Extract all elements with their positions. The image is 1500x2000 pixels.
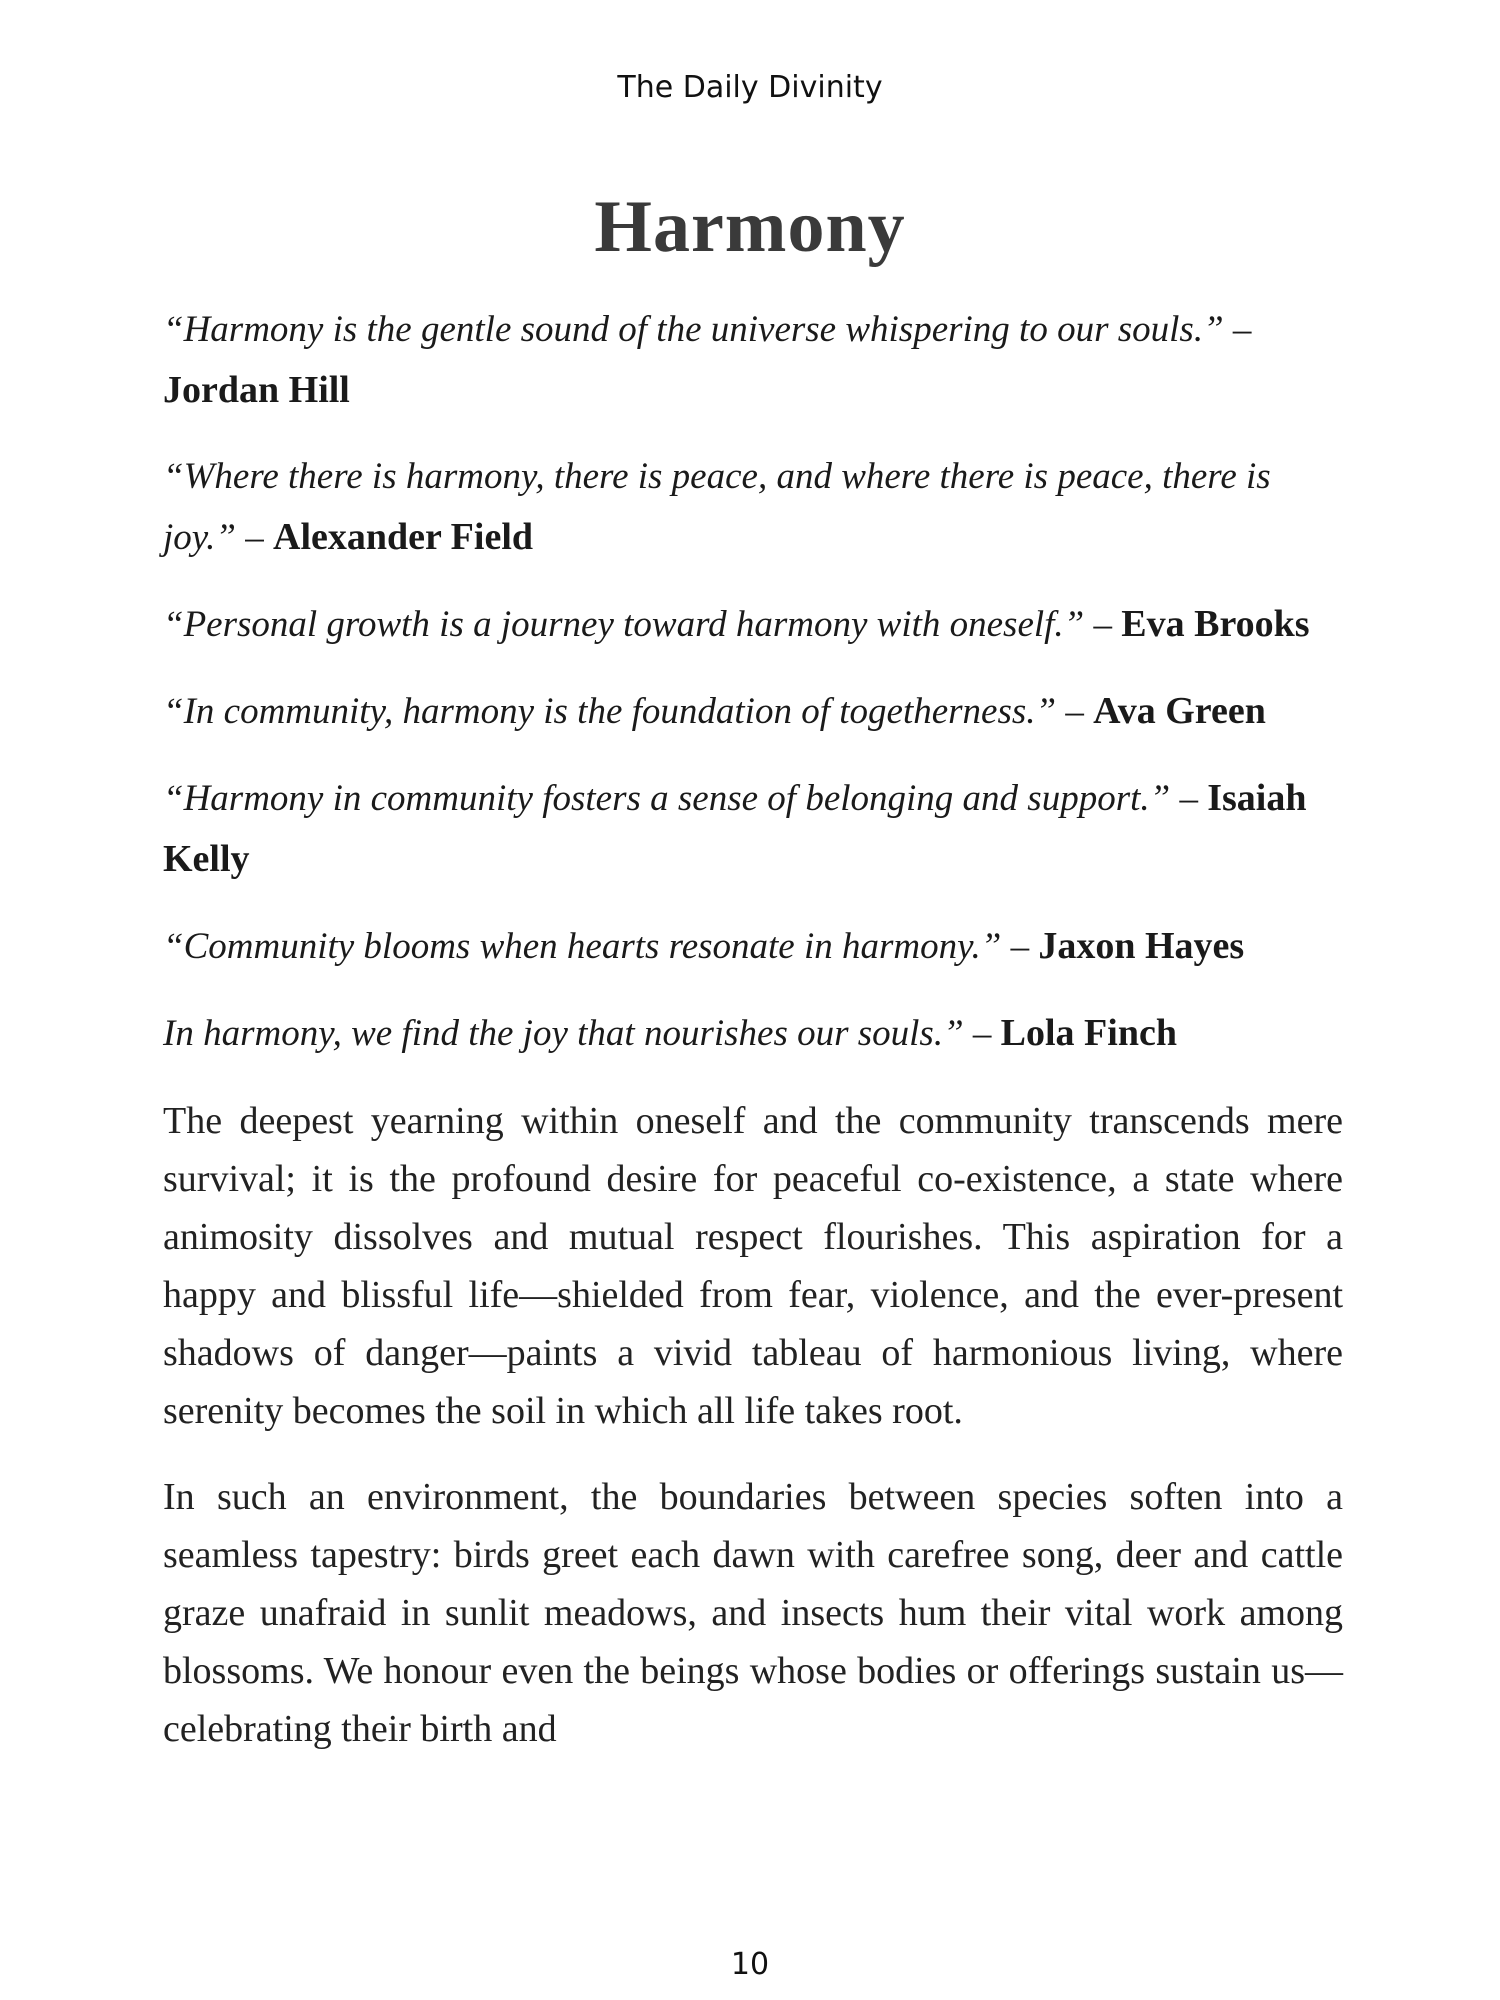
quote-text: “In community, harmony is the foundation of togetherness.”	[163, 691, 1057, 732]
quote-separator: –	[1170, 778, 1208, 819]
quote-separator: –	[1001, 926, 1039, 967]
quote-author: Isaiah Kelly	[163, 777, 1307, 880]
quote-text: “Where there is harmony, there is peace, and where there is peace, there is joy.”	[163, 456, 1271, 558]
quote	[163, 916, 1343, 977]
body-paragraph: In such an environment, the boundaries between species soften into a seamless tapestry: birds greet each dawn with carefree song, deer and cattle graze unafraid in sunlit meadows, and insects hum their vital work among blossoms. We honour even the beings whose bodies or offerings sustain us—celebrating their birth and	[163, 1476, 1343, 1750]
running-header: The Daily Divinity	[617, 70, 883, 105]
quote-author: Jordan Hill	[163, 369, 350, 411]
quote-text: “Harmony is the gentle sound of the universe whispering to our souls.”	[163, 309, 1224, 350]
quote-text: “Personal growth is a journey toward harmony with oneself.”	[163, 604, 1085, 645]
quote-separator: –	[1084, 604, 1122, 645]
quote-author: Jaxon Hayes	[1038, 925, 1245, 967]
page-content	[163, 300, 1343, 1758]
quote	[163, 300, 1343, 421]
quote	[163, 768, 1343, 890]
quote-separator: –	[963, 1013, 1001, 1054]
quote-text: “Community blooms when hearts resonate in harmony.”	[163, 926, 1002, 967]
quote-separator: –	[236, 517, 273, 558]
quote-author: Ava Green	[1093, 690, 1266, 732]
body-paragraph: The deepest yearning within oneself and the community transcends mere survival; it is the profound desire for peaceful co-existence, a state where animosity dissolves and mutual respect flourishes. This aspiration for a happy and blissful life—shielded from fear, violence, and the ever-present shadows of danger—paints a vivid tableau of harmonious living, where serenity becomes the soil in which all life takes root.	[163, 1100, 1343, 1432]
quote-text: “Harmony in community fosters a sense of belonging and support.”	[163, 778, 1171, 819]
quote-author: Alexander Field	[273, 516, 534, 558]
quote-author: Lola Finch	[1000, 1012, 1177, 1054]
quote-separator: –	[1056, 691, 1094, 732]
quote	[163, 594, 1343, 655]
quote	[163, 681, 1343, 742]
quote	[163, 447, 1343, 568]
page-number: 10	[730, 1947, 770, 1982]
quote-author: Eva Brooks	[1121, 603, 1310, 645]
quote	[163, 1003, 1343, 1064]
quote-separator: –	[1223, 309, 1252, 350]
quote-text: In harmony, we find the joy that nourishes our souls.”	[163, 1013, 964, 1054]
chapter-title: Harmony	[594, 186, 906, 268]
